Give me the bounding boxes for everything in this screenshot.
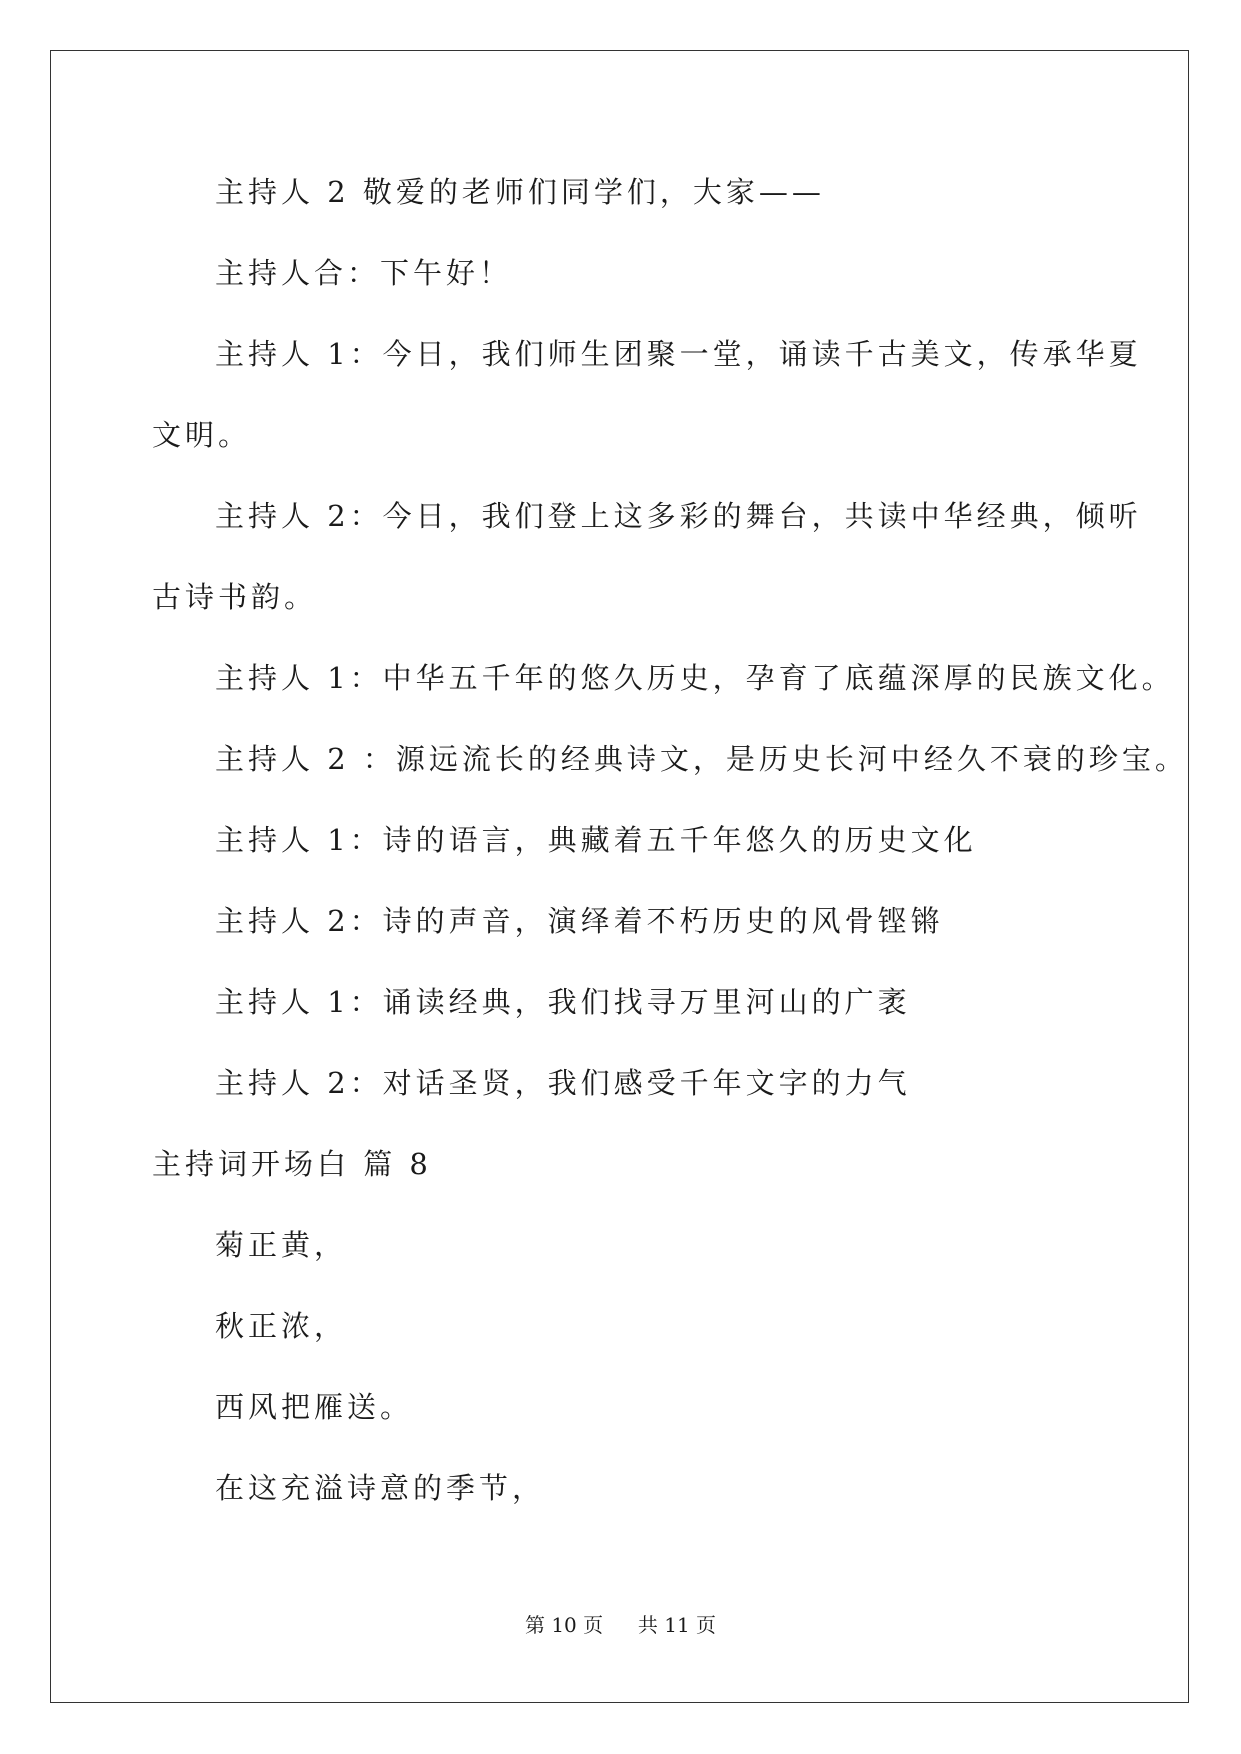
paragraph-line-1: 主持人 2 敬爱的老师们同学们，大家——	[215, 175, 825, 209]
paragraph-line-10: 主持人 2：诗的声音，演绎着不朽历史的风骨铿锵	[215, 904, 944, 938]
page-border	[50, 50, 1189, 1703]
paragraph-line-7: 主持人 1：中华五千年的悠久历史，孕育了底蕴深厚的民族文化。	[215, 661, 1175, 695]
paragraph-line-2: 主持人合：下午好！	[215, 256, 513, 290]
paragraph-line-4: 文明。	[152, 418, 252, 452]
paragraph-line-5: 主持人 2：今日，我们登上这多彩的舞台，共读中华经典，倾听	[215, 499, 1142, 533]
paragraph-line-6: 古诗书韵。	[152, 580, 318, 614]
paragraph-line-9: 主持人 1：诗的语言，典藏着五千年悠久的历史文化	[215, 823, 977, 857]
paragraph-line-14: 菊正黄，	[215, 1228, 348, 1262]
paragraph-line-8: 主持人 2 ：源远流长的经典诗文，是历史长河中经久不衰的珍宝。	[215, 742, 1188, 776]
page-footer	[0, 1613, 1241, 1637]
paragraph-line-12: 主持人 2：对话圣贤，我们感受千年文字的力气	[215, 1066, 911, 1100]
page-number: 第 10 页	[524, 1613, 604, 1637]
total-pages: 共 11 页	[637, 1613, 717, 1637]
paragraph-line-17: 在这充溢诗意的季节，	[215, 1471, 546, 1505]
section-heading: 主持词开场白 篇 8	[152, 1147, 432, 1181]
paragraph-line-15: 秋正浓，	[215, 1309, 348, 1343]
paragraph-line-3: 主持人 1：今日，我们师生团聚一堂，诵读千古美文，传承华夏	[215, 337, 1142, 371]
paragraph-line-11: 主持人 1：诵读经典，我们找寻万里河山的广袤	[215, 985, 911, 1019]
paragraph-line-16: 西风把雁送。	[215, 1390, 414, 1424]
